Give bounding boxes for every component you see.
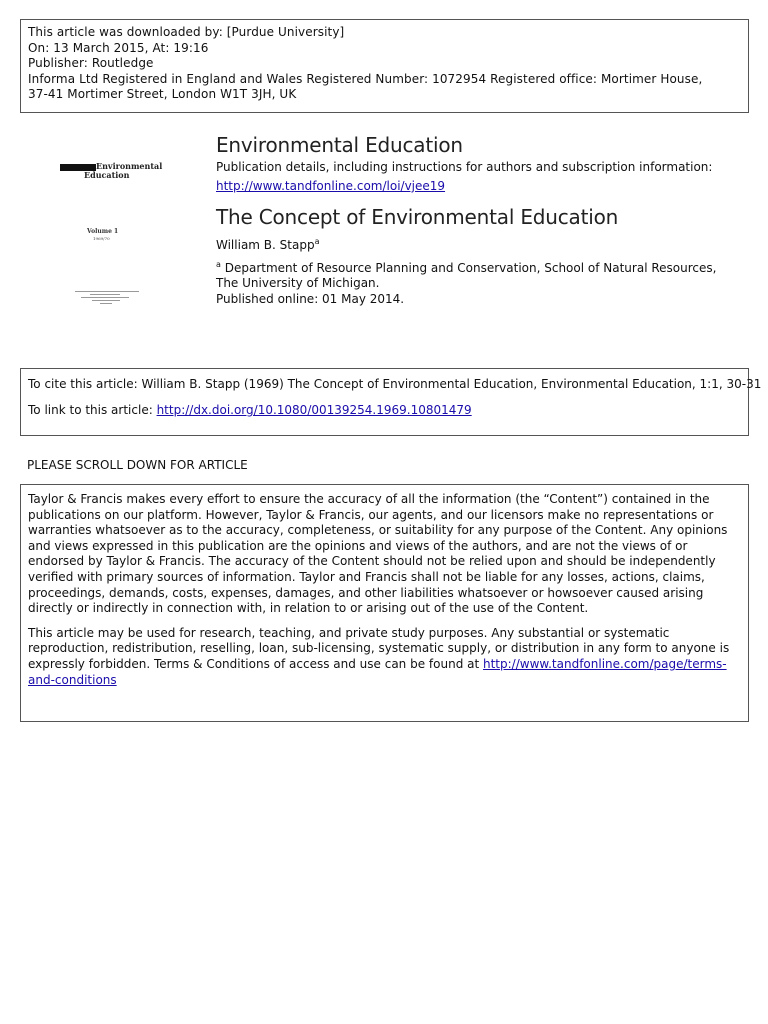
publisher-text: Publisher: Routledge [28, 56, 154, 70]
disclaimer-paragraph-1: Taylor & Francis makes every effort to ensure the accuracy of all the information (the “Content”) contained in the publications on our platform. However, Taylor & Francis, our agents, and our licensors make no representations or warranties whatsoever as to the accuracy, completeness, or suitability for any purpose of the Content. Any opinions and views expressed in this publication are the opinions and views of the authors, and are not the views of or endorsed by Taylor & Francis. The accuracy of the Content should not be relied upon and should be independently verified with primary sources of information. Taylor and Francis shall not be liable for any losses, actions, claims, proceedings, demands, costs, expenses, damages, and other liabilities whatsoever or howsoever caused arising directly or indirectly in connection with, in relation to or arising out of the use of the Content. [28, 492, 728, 616]
registration-text: Informa Ltd Registered in England and Wales Registered Number: 1072954 Registered office: Mortimer House, [28, 71, 703, 86]
journal-title: Environmental Education [216, 133, 463, 157]
cover-title-line2: Education [84, 170, 130, 180]
article-info [216, 132, 736, 307]
article-link-line [28, 403, 741, 418]
affiliation [216, 257, 736, 291]
author-superscript: a [314, 237, 320, 246]
link-label: To link to this article: [28, 403, 157, 417]
cover-volume: Volume 1 [87, 228, 119, 235]
publication-details-text: Publication details, including instructions for authors and subscription information: [216, 160, 713, 174]
scroll-notice: PLEASE SCROLL DOWN FOR ARTICLE [27, 458, 248, 472]
author [216, 234, 736, 253]
cover-text-line [100, 303, 112, 304]
published-online-text: Published online: 01 May 2014. [216, 292, 405, 306]
doi-link[interactable]: http://dx.doi.org/10.1080/00139254.1969.10801479 [156, 403, 472, 417]
affiliation-text: Department of Resource Planning and Conservation, School of Natural Resources, The University of Michigan. [216, 261, 717, 290]
author-name: William B. Stapp [216, 238, 315, 252]
citation-box [20, 368, 762, 436]
cover-text-line [90, 294, 120, 295]
citation-text: To cite this article: William B. Stapp (1969) The Concept of Environmental Education, Environmental Education, 1:1, 30-31 [28, 377, 762, 391]
disclaimer-paragraph-2 [28, 626, 741, 688]
terms-link[interactable]: http://www.tandfonline.com/page/terms-and-conditions [28, 656, 727, 687]
cover-text-line [75, 291, 139, 292]
download-info-box [20, 19, 749, 113]
cover-text-line [81, 297, 129, 298]
article-title: The Concept of Environmental Education [216, 205, 619, 229]
disclaimer-box [20, 484, 749, 722]
downloaded-by-text: This article was downloaded by: [Purdue University] [28, 25, 345, 39]
journal-link[interactable]: http://www.tandfonline.com/loi/vjee19 [216, 179, 446, 193]
affiliation-superscript: a [216, 260, 221, 269]
cover-year: 1969/70 [93, 236, 110, 241]
cover-title-line1: Environmental [96, 161, 163, 171]
usage-terms-text: This article may be used for research, teaching, and private study purposes. Any substantial or systematic reproduction, redistribution, reselling, loan, sub-licensing, systematic supply, or distribution in any form to anyone is expressly forbidden. Terms & Conditions of access and use can be found at [28, 625, 730, 671]
journal-cover-thumbnail [50, 158, 162, 308]
address-text: 37-41 Mortimer Street, London W1T 3JH, UK [28, 87, 297, 101]
download-date-text: On: 13 March 2015, At: 19:16 [28, 40, 209, 55]
cover-text-line [92, 300, 120, 301]
